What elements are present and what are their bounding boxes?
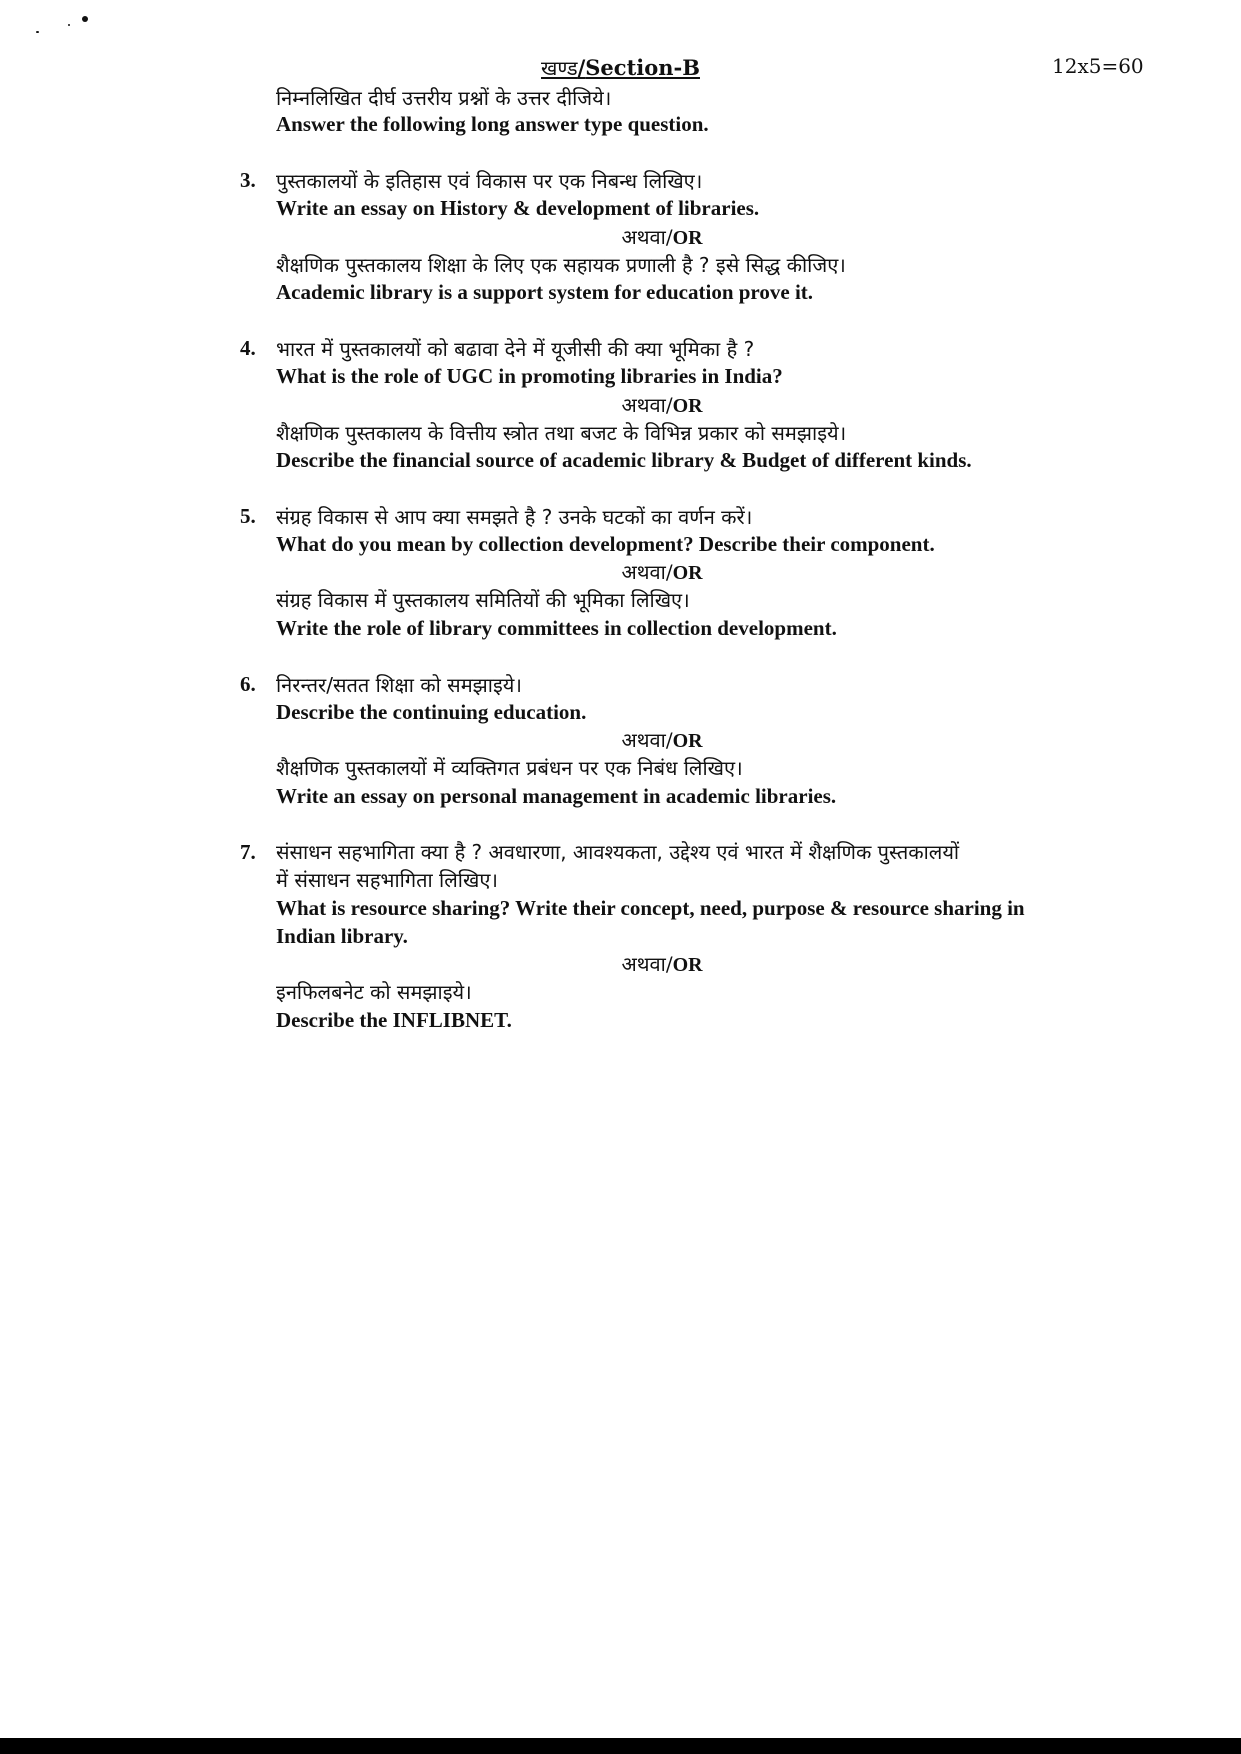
scan-speck: [68, 24, 70, 26]
scan-speck: [82, 16, 88, 22]
question-text-hindi: पुस्तकालयों के इतिहास एवं विकास पर एक निबन्ध लिखिए।: [276, 169, 703, 193]
or-label-english: OR: [672, 954, 703, 976]
or-separator: [0, 558, 1241, 585]
question-text-english: Describe the continuing education.: [276, 700, 587, 724]
alternative-text-hindi: शैक्षणिक पुस्तकालयों में व्यक्तिगत प्रबंधन पर एक निबंध लिखिए।: [276, 756, 743, 780]
question-text-english-continued: Indian library.: [276, 924, 408, 948]
or-label-hindi: अथवा: [621, 560, 666, 584]
or-label-hindi: अथवा: [621, 952, 666, 976]
alternative-text-hindi: शैक्षणिक पुस्तकालय के वित्तीय स्त्रोत तथा बजट के विभिन्न प्रकार को समझाइये।: [276, 421, 847, 445]
question-text-english: What do you mean by collection development? Describe their component.: [276, 532, 935, 556]
alternative-text-english: Describe the financial source of academic library & Budget of different kinds.: [276, 448, 972, 472]
question-text-english: What is the role of UGC in promoting libraries in India?: [276, 364, 783, 388]
marks-scheme: 12x5=60: [1052, 54, 1144, 78]
alternative-text-hindi: इनफिलबनेट को समझाइये।: [276, 980, 472, 1004]
question-text-hindi-continued: में संसाधन सहभागिता लिखिए।: [276, 868, 498, 892]
scan-border: [0, 1738, 1241, 1754]
or-label-english: OR: [672, 395, 703, 417]
alternative-text-hindi: शैक्षणिक पुस्तकालय शिक्षा के लिए एक सहायक प्रणाली है ? इसे सिद्ध कीजिए।: [276, 253, 846, 277]
question-number: 5.: [240, 504, 256, 528]
alternative-text-english: Describe the INFLIBNET.: [276, 1008, 512, 1032]
section-title-english: Section-B: [585, 55, 700, 80]
or-label-separator: /: [665, 393, 673, 417]
question-number: 7.: [240, 840, 256, 864]
instructions-hindi: निम्नलिखित दीर्घ उत्तरीय प्रश्नों के उत्तर दीजिये।: [276, 86, 612, 110]
or-label-hindi: अथवा: [621, 393, 666, 417]
or-separator: [0, 223, 1241, 250]
question-number: 3.: [240, 168, 256, 192]
alternative-text-english: Write the role of library committees in collection development.: [276, 616, 837, 640]
or-separator: [0, 391, 1241, 418]
alternative-text-english: Academic library is a support system for education prove it.: [276, 280, 814, 304]
section-title-hindi: खण्ड: [541, 56, 578, 80]
or-separator: [0, 726, 1241, 753]
question-number: 6.: [240, 672, 256, 696]
scan-speck: [36, 31, 39, 33]
or-label-separator: /: [665, 728, 673, 752]
alternative-text-hindi: संग्रह विकास में पुस्तकालय समितियों की भूमिका लिखिए।: [276, 588, 690, 612]
or-label-hindi: अथवा: [621, 728, 666, 752]
question-text-english: What is resource sharing? Write their concept, need, purpose & resource sharing in: [276, 896, 1025, 920]
question-text-hindi: संसाधन सहभागिता क्या है ? अवधारणा, आवश्यकता, उद्देश्य एवं भारत में शैक्षणिक पुस्तकालयों: [276, 840, 960, 864]
or-label-separator: /: [665, 952, 673, 976]
question-text-english: Write an essay on History & development of libraries.: [276, 196, 760, 220]
or-label-hindi: अथवा: [621, 225, 666, 249]
or-label-english: OR: [672, 227, 703, 249]
instructions-english: Answer the following long answer type question.: [276, 112, 709, 136]
or-label-separator: /: [665, 225, 673, 249]
question-number: 4.: [240, 336, 256, 360]
or-label-separator: /: [665, 560, 673, 584]
or-label-english: OR: [672, 562, 703, 584]
question-text-hindi: संग्रह विकास से आप क्या समझते है ? उनके घटकों का वर्णन करें।: [276, 505, 753, 529]
or-label-english: OR: [672, 730, 703, 752]
question-text-hindi: निरन्तर/सतत शिक्षा को समझाइये।: [276, 673, 522, 697]
alternative-text-english: Write an essay on personal management in academic libraries.: [276, 784, 837, 808]
or-separator: [0, 950, 1241, 977]
question-text-hindi: भारत में पुस्तकालयों को बढावा देने में यूजीसी की क्या भूमिका है ?: [276, 337, 755, 361]
section-title-separator: /: [577, 55, 586, 80]
